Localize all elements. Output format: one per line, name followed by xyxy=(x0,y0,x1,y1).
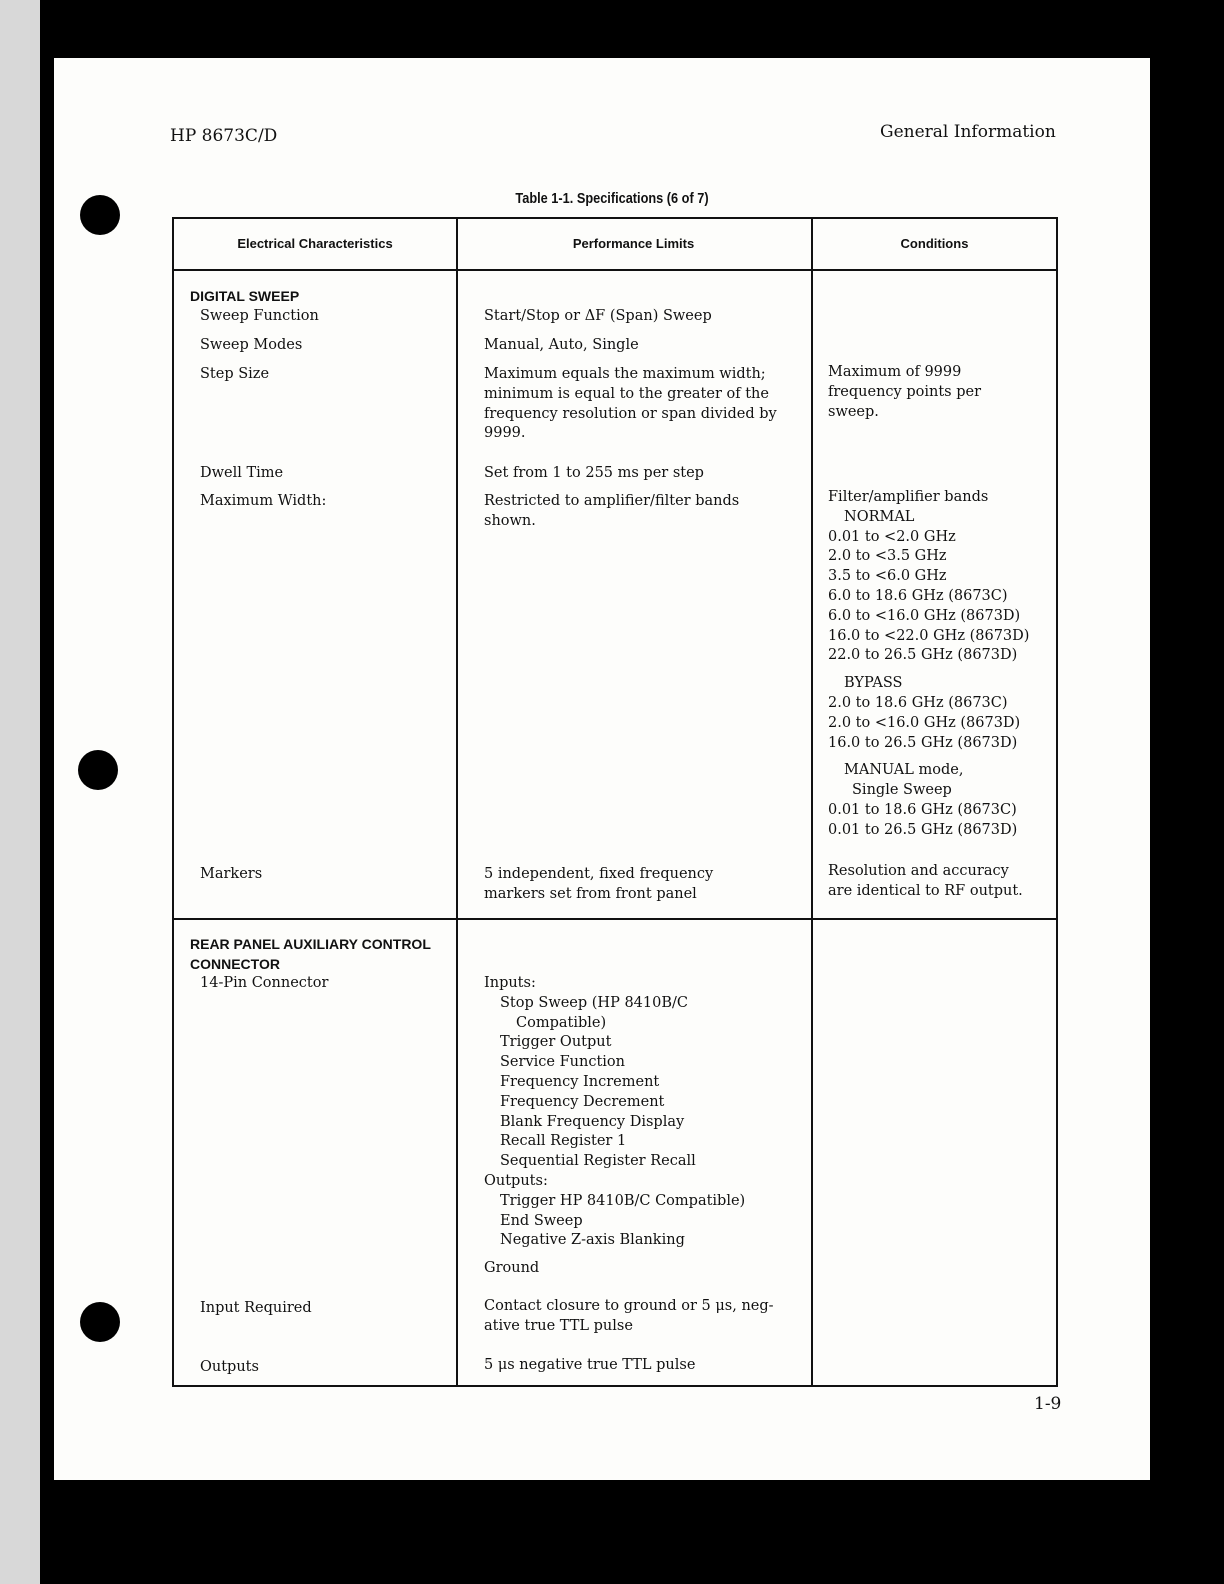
label-dwell-time: Dwell Time xyxy=(200,465,284,481)
label-14-pin-connector: 14-Pin Connector xyxy=(200,975,329,991)
col-divider-2 xyxy=(811,219,813,1385)
label-sweep-function: Sweep Function xyxy=(200,308,319,324)
text-line: Contact closure to ground or 5 μs, neg- xyxy=(484,1298,774,1314)
col-header-performance: Performance Limits xyxy=(572,236,695,251)
header-divider xyxy=(174,269,1056,271)
text-line: Restricted to amplifier/filter bands xyxy=(484,493,740,509)
label-markers: Markers xyxy=(200,866,263,882)
col-header-electrical: Electrical Characteristics xyxy=(237,236,393,251)
ground-label: Ground xyxy=(484,1260,540,1277)
header-section: General Information xyxy=(880,122,1056,142)
section-divider xyxy=(174,918,1056,920)
spec-table xyxy=(172,217,1058,1387)
band-line: 22.0 to 26.5 GHz (8673D) xyxy=(828,647,1018,664)
text-line: Maximum equals the maximum width; xyxy=(484,366,766,382)
label-sweep-modes: Sweep Modes xyxy=(200,337,303,353)
band-line: 6.0 to 18.6 GHz (8673C) xyxy=(828,587,1008,604)
band-line: 0.01 to 18.6 GHz (8673C) xyxy=(828,801,1017,818)
input-item: Frequency Decrement xyxy=(500,1093,665,1110)
scan-edge xyxy=(0,0,40,1584)
manual-label: MANUAL mode, xyxy=(844,762,964,779)
input-item-cont: Compatible) xyxy=(516,1014,607,1031)
input-item: Service Function xyxy=(500,1054,625,1071)
band-line: 2.0 to 18.6 GHz (8673C) xyxy=(828,694,1008,711)
text-line: 5 independent, fixed frequency xyxy=(484,866,714,882)
limits-sweep-function: Start/Stop or ΔF (Span) Sweep xyxy=(484,308,712,324)
output-item: Trigger HP 8410B/C Compatible) xyxy=(500,1192,746,1209)
header-model: HP 8673C/D xyxy=(170,126,278,146)
text-line: Filter/amplifier bands xyxy=(828,489,989,505)
bypass-label: BYPASS xyxy=(844,675,903,692)
band-line: 2.0 to <16.0 GHz (8673D) xyxy=(828,714,1021,731)
label-input-required: Input Required xyxy=(200,1300,312,1316)
text-line: frequency resolution or span divided by xyxy=(484,405,777,422)
page-number: 1-9 xyxy=(1034,1394,1062,1414)
band-line: 3.5 to <6.0 GHz xyxy=(828,568,947,585)
band-line: 16.0 to 26.5 GHz (8673D) xyxy=(828,734,1018,751)
limits-dwell-time: Set from 1 to 255 ms per step xyxy=(484,465,704,481)
input-item: Stop Sweep (HP 8410B/C xyxy=(500,994,688,1011)
text-line: sweep. xyxy=(828,403,879,420)
limits-input-required xyxy=(484,1297,774,1337)
text-line: markers set from front panel xyxy=(484,885,697,902)
col-header-conditions: Conditions xyxy=(900,236,969,251)
inputs-label: Inputs: xyxy=(484,975,536,991)
limits-outputs: 5 μs negative true TTL pulse xyxy=(484,1357,696,1373)
text-line: ative true TTL pulse xyxy=(484,1317,633,1334)
binder-hole-middle xyxy=(78,750,118,790)
input-item: Trigger Output xyxy=(500,1034,612,1051)
text-line: frequency points per xyxy=(828,383,982,400)
band-line: 0.01 to <2.0 GHz xyxy=(828,528,956,545)
section-title-rear-panel xyxy=(190,934,431,974)
input-item: Sequential Register Recall xyxy=(500,1153,696,1170)
normal-label: NORMAL xyxy=(844,508,915,525)
output-item: End Sweep xyxy=(500,1212,583,1229)
conditions-step-size xyxy=(828,363,981,422)
output-item: Negative Z-axis Blanking xyxy=(500,1232,685,1249)
text-line: Maximum of 9999 xyxy=(828,364,962,380)
limits-markers xyxy=(484,865,713,905)
conditions-maximum-width xyxy=(828,488,1029,841)
limits-sweep-modes: Manual, Auto, Single xyxy=(484,337,639,353)
table-caption: Table 1-1. Specifications (6 of 7) xyxy=(515,190,709,207)
input-item: Frequency Increment xyxy=(500,1073,660,1090)
label-outputs: Outputs xyxy=(200,1359,259,1375)
text-line: are identical to RF output. xyxy=(828,882,1023,899)
band-line: 16.0 to <22.0 GHz (8673D) xyxy=(828,627,1030,644)
text-line: Resolution and accuracy xyxy=(828,863,1009,879)
section-title-digital-sweep: DIGITAL SWEEP xyxy=(190,288,300,304)
col-divider-1 xyxy=(456,219,458,1385)
input-item: Blank Frequency Display xyxy=(500,1113,685,1130)
text-line: minimum is equal to the greater of the xyxy=(484,385,769,402)
text-line: shown. xyxy=(484,512,536,529)
band-line: 0.01 to 26.5 GHz (8673D) xyxy=(828,821,1018,838)
text-line: 9999. xyxy=(484,425,526,442)
label-step-size: Step Size xyxy=(200,366,270,382)
limits-14-pin-connector xyxy=(484,974,745,1279)
conditions-markers xyxy=(828,862,1023,902)
band-line: 2.0 to <3.5 GHz xyxy=(828,548,947,565)
manual-sub-label: Single Sweep xyxy=(852,782,952,799)
input-item: Recall Register 1 xyxy=(500,1133,627,1150)
text-line: REAR PANEL AUXILIARY CONTROL xyxy=(190,936,431,952)
text-line: CONNECTOR xyxy=(190,956,280,972)
label-maximum-width: Maximum Width: xyxy=(200,493,327,509)
band-line: 6.0 to <16.0 GHz (8673D) xyxy=(828,607,1021,624)
limits-step-size xyxy=(484,365,777,444)
outputs-label: Outputs: xyxy=(484,1172,548,1189)
binder-hole-bottom xyxy=(80,1302,120,1342)
limits-maximum-width xyxy=(484,492,739,532)
